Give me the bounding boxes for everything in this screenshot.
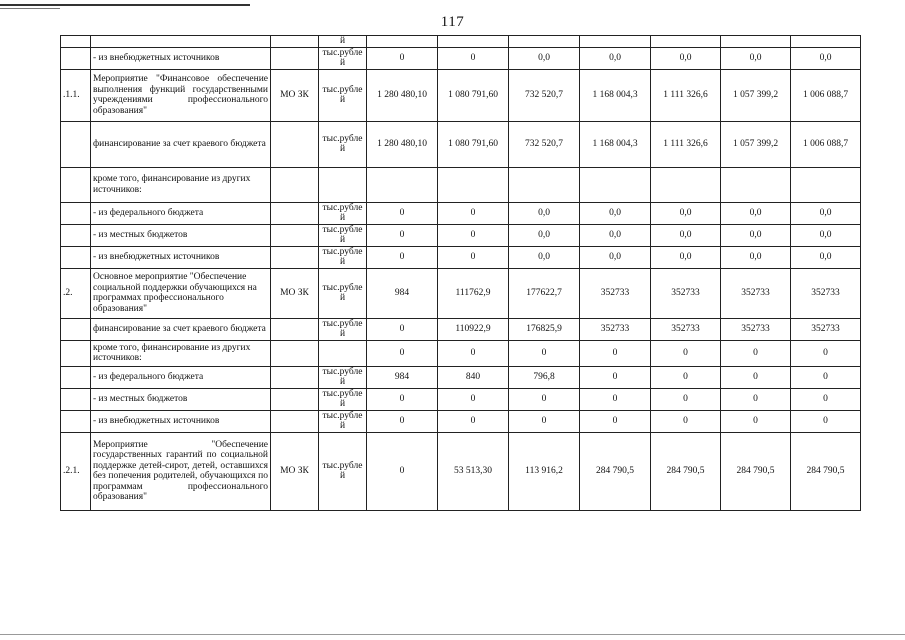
value-cell: 0: [580, 410, 651, 432]
value-cell: 0,0: [651, 224, 721, 246]
row-name-cell: Мероприятие "Финансовое обеспечение выполнения функций государственными учреждениями профессионального образования": [91, 69, 271, 121]
value-cell: 0: [367, 202, 438, 224]
executor-cell: [271, 167, 319, 202]
value-cell: [791, 167, 861, 202]
value-cell: 0: [367, 410, 438, 432]
value-cell: 0: [721, 366, 791, 388]
value-cell: 0: [367, 246, 438, 268]
executor-cell: [271, 36, 319, 48]
bottom-edge-line: [0, 634, 905, 635]
value-cell: 0: [438, 388, 509, 410]
executor-cell: [271, 318, 319, 340]
value-cell: 0: [721, 410, 791, 432]
executor-cell: [271, 47, 319, 69]
value-cell: [509, 167, 580, 202]
unit-cell: [319, 167, 367, 202]
row-number-cell: [61, 36, 91, 48]
table-row: [61, 47, 861, 69]
row-number-cell: [61, 366, 91, 388]
row-name-cell: - из местных бюджетов: [91, 388, 271, 410]
unit-cell: тыс.рубле й: [319, 388, 367, 410]
value-cell: 0,0: [791, 202, 861, 224]
value-cell: 352733: [580, 268, 651, 318]
value-cell: 0: [791, 366, 861, 388]
value-cell: 0,0: [509, 202, 580, 224]
unit-cell: тыс.рубле й: [319, 69, 367, 121]
value-cell: 284 790,5: [651, 432, 721, 510]
executor-cell: [271, 410, 319, 432]
value-cell: 0: [367, 432, 438, 510]
value-cell: 0,0: [651, 202, 721, 224]
unit-cell: тыс.рубле й: [319, 47, 367, 69]
value-cell: [651, 167, 721, 202]
value-cell: 352733: [580, 318, 651, 340]
executor-cell: [271, 202, 319, 224]
value-cell: 352733: [721, 268, 791, 318]
unit-cell: тыс.рубле й: [319, 410, 367, 432]
value-cell: 0: [438, 340, 509, 366]
value-cell: 0: [367, 318, 438, 340]
value-cell: 0,0: [791, 224, 861, 246]
value-cell: 0,0: [509, 246, 580, 268]
value-cell: [438, 36, 509, 48]
value-cell: 1 111 326,6: [651, 121, 721, 167]
row-number-cell: [61, 340, 91, 366]
value-cell: 0,0: [721, 202, 791, 224]
row-number-cell: [61, 388, 91, 410]
table-row: [61, 318, 861, 340]
value-cell: 53 513,30: [438, 432, 509, 510]
value-cell: 177622,7: [509, 268, 580, 318]
page-number: 117: [440, 14, 465, 30]
value-cell: 0: [651, 410, 721, 432]
row-number-cell: [61, 47, 91, 69]
value-cell: 732 520,7: [509, 121, 580, 167]
value-cell: 284 790,5: [721, 432, 791, 510]
budget-table: [60, 35, 861, 511]
row-name-cell: - из внебюджетных источников: [91, 410, 271, 432]
value-cell: 1 080 791,60: [438, 121, 509, 167]
value-cell: [721, 36, 791, 48]
unit-cell: й: [319, 36, 367, 48]
table-row: [61, 167, 861, 202]
row-number-cell: [61, 202, 91, 224]
executor-cell: [271, 121, 319, 167]
value-cell: 1 168 004,3: [580, 121, 651, 167]
unit-cell: тыс.рубле й: [319, 432, 367, 510]
executor-cell: МО ЗК: [271, 268, 319, 318]
value-cell: 0: [791, 410, 861, 432]
row-number-cell: .1.1.: [61, 69, 91, 121]
value-cell: 0,0: [791, 246, 861, 268]
value-cell: 1 057 399,2: [721, 69, 791, 121]
value-cell: 284 790,5: [791, 432, 861, 510]
executor-cell: [271, 388, 319, 410]
table-row: [61, 224, 861, 246]
value-cell: 110922,9: [438, 318, 509, 340]
value-cell: 0: [367, 340, 438, 366]
unit-cell: тыс.рубле й: [319, 202, 367, 224]
executor-cell: [271, 246, 319, 268]
row-number-cell: [61, 224, 91, 246]
value-cell: [791, 36, 861, 48]
value-cell: 0: [509, 410, 580, 432]
unit-cell: тыс.рубле й: [319, 318, 367, 340]
value-cell: 840: [438, 366, 509, 388]
executor-cell: [271, 366, 319, 388]
value-cell: 352733: [721, 318, 791, 340]
value-cell: [367, 167, 438, 202]
value-cell: 0: [438, 202, 509, 224]
value-cell: 1 280 480,10: [367, 69, 438, 121]
row-name-cell: кроме того, финансирование из других источников:: [91, 340, 271, 366]
row-name-cell: кроме того, финансирование из других источников:: [91, 167, 271, 202]
row-name-cell: финансирование за счет краевого бюджета: [91, 121, 271, 167]
value-cell: 0: [721, 340, 791, 366]
value-cell: 0: [651, 340, 721, 366]
table-row: [61, 388, 861, 410]
unit-cell: тыс.рубле й: [319, 121, 367, 167]
value-cell: 0: [580, 340, 651, 366]
unit-cell: тыс.рубле й: [319, 224, 367, 246]
value-cell: 0: [438, 224, 509, 246]
row-name-cell: Мероприятие "Обеспечение государственных гарантий по социальной поддержке детей-сирот, детей, оставшихся без попечения родителей, обучающихся по программам профессионального образования": [91, 432, 271, 510]
executor-cell: МО ЗК: [271, 69, 319, 121]
value-cell: 1 111 326,6: [651, 69, 721, 121]
value-cell: 0: [509, 340, 580, 366]
value-cell: 0,0: [509, 224, 580, 246]
value-cell: 0: [721, 388, 791, 410]
value-cell: 0: [580, 388, 651, 410]
row-name-cell: - из федерального бюджета: [91, 366, 271, 388]
unit-cell: [319, 340, 367, 366]
value-cell: 0,0: [580, 47, 651, 69]
value-cell: 0: [509, 388, 580, 410]
value-cell: 0: [438, 47, 509, 69]
row-number-cell: [61, 246, 91, 268]
value-cell: [509, 36, 580, 48]
value-cell: 1 006 088,7: [791, 121, 861, 167]
table-row: [61, 340, 861, 366]
value-cell: 984: [367, 268, 438, 318]
value-cell: [438, 167, 509, 202]
value-cell: 352733: [651, 318, 721, 340]
value-cell: [580, 167, 651, 202]
value-cell: 176825,9: [509, 318, 580, 340]
row-number-cell: [61, 318, 91, 340]
value-cell: 0,0: [580, 224, 651, 246]
value-cell: 0,0: [721, 246, 791, 268]
top-edge-line: [0, 4, 250, 6]
row-name-cell: финансирование за счет краевого бюджета: [91, 318, 271, 340]
table-row: [61, 246, 861, 268]
table-row: [61, 69, 861, 121]
table-row: [61, 268, 861, 318]
table-row: [61, 36, 861, 48]
value-cell: 732 520,7: [509, 69, 580, 121]
table-body: [61, 36, 861, 511]
row-number-cell: [61, 410, 91, 432]
row-name-cell: - из внебюджетных источников: [91, 246, 271, 268]
value-cell: 796,8: [509, 366, 580, 388]
value-cell: 0: [580, 366, 651, 388]
unit-cell: тыс.рубле й: [319, 246, 367, 268]
unit-cell: тыс.рубле й: [319, 366, 367, 388]
value-cell: 0: [791, 388, 861, 410]
value-cell: 0,0: [651, 246, 721, 268]
value-cell: 0: [438, 410, 509, 432]
value-cell: 352733: [791, 268, 861, 318]
value-cell: 1 057 399,2: [721, 121, 791, 167]
value-cell: [721, 167, 791, 202]
value-cell: 0,0: [721, 47, 791, 69]
row-name-cell: [91, 36, 271, 48]
value-cell: 352733: [791, 318, 861, 340]
row-name-cell: - из внебюджетных источников: [91, 47, 271, 69]
value-cell: 352733: [651, 268, 721, 318]
value-cell: 0,0: [791, 47, 861, 69]
value-cell: [367, 36, 438, 48]
value-cell: 0,0: [721, 224, 791, 246]
value-cell: 284 790,5: [580, 432, 651, 510]
row-name-cell: - из местных бюджетов: [91, 224, 271, 246]
row-number-cell: [61, 167, 91, 202]
value-cell: 984: [367, 366, 438, 388]
executor-cell: [271, 224, 319, 246]
value-cell: 1 280 480,10: [367, 121, 438, 167]
value-cell: [651, 36, 721, 48]
value-cell: 0: [367, 388, 438, 410]
value-cell: 0: [438, 246, 509, 268]
value-cell: 113 916,2: [509, 432, 580, 510]
row-name-cell: - из федерального бюджета: [91, 202, 271, 224]
executor-cell: [271, 340, 319, 366]
row-number-cell: .2.: [61, 268, 91, 318]
value-cell: 0,0: [580, 246, 651, 268]
executor-cell: МО ЗК: [271, 432, 319, 510]
value-cell: 1 168 004,3: [580, 69, 651, 121]
value-cell: 0,0: [651, 47, 721, 69]
value-cell: 111762,9: [438, 268, 509, 318]
table-row: [61, 432, 861, 510]
row-number-cell: .2.1.: [61, 432, 91, 510]
table-row: [61, 202, 861, 224]
unit-cell: тыс.рубле й: [319, 268, 367, 318]
value-cell: 0,0: [580, 202, 651, 224]
value-cell: 0: [367, 47, 438, 69]
value-cell: 0: [367, 224, 438, 246]
table-row: [61, 410, 861, 432]
table-row: [61, 366, 861, 388]
value-cell: 0: [791, 340, 861, 366]
value-cell: 0,0: [509, 47, 580, 69]
value-cell: 0: [651, 366, 721, 388]
value-cell: 0: [651, 388, 721, 410]
value-cell: 1 080 791,60: [438, 69, 509, 121]
row-name-cell: Основное мероприятие "Обеспечение социальной поддержки обучающихся на программах профессионального образования": [91, 268, 271, 318]
table-row: [61, 121, 861, 167]
value-cell: 1 006 088,7: [791, 69, 861, 121]
value-cell: [580, 36, 651, 48]
row-number-cell: [61, 121, 91, 167]
top-edge-line-secondary: [0, 8, 60, 9]
